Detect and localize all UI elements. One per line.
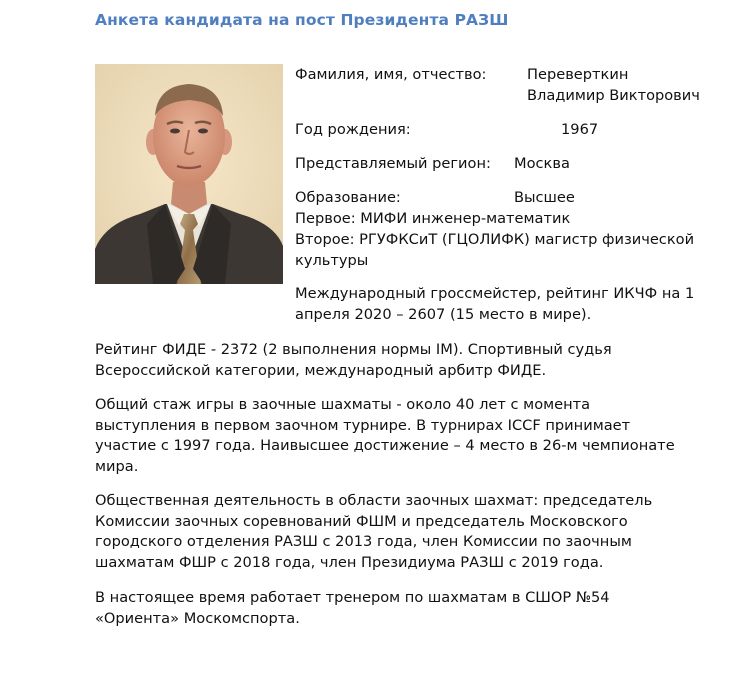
portrait-photo-icon [95, 64, 283, 284]
social-line1: Общественная деятельность в области заочных шахмат: председатель [95, 492, 653, 509]
candidate-photo [95, 64, 283, 284]
current-line2: «Ориента» Москомспорта. [95, 609, 300, 627]
name-value-line1: Переверткин [527, 66, 629, 83]
fide-line2: Всероссийской категории, международный арбитр ФИДЕ. [95, 361, 547, 379]
current-work-paragraph [95, 588, 735, 629]
region-value: Москва [514, 155, 570, 172]
experience-line4: мира. [95, 457, 139, 475]
birth-year-label: Год рождения: [295, 121, 411, 138]
social-line4: шахматам ФШР с 2018 года, член Президиума РАЗШ с 2019 года. [95, 553, 604, 571]
education-first: Первое: МИФИ инженер-математик [295, 210, 571, 227]
name-label: Фамилия, имя, отчество: [295, 66, 487, 83]
social-line3: городского отделения РАЗШ с 2013 года, член Комиссии по заочным [95, 533, 632, 550]
experience-line1: Общий стаж игры в заочные шахматы - около 40 лет с момента [95, 396, 591, 413]
fide-line1: Рейтинг ФИДЕ - 2372 (2 выполнения нормы IM). Спортивный судья [95, 341, 612, 358]
education-second-line1: Второе: РГУФКСиТ (ГЦОЛИФК) магистр физической [295, 231, 695, 248]
social-activity-paragraph [95, 491, 735, 573]
social-line2: Комиссии заочных соревнований ФШМ и председатель Московского [95, 512, 628, 530]
gm-rating-line2: апреля 2020 – 2607 (15 место в мире). [295, 306, 592, 323]
education-second-line2: культуры [295, 252, 369, 269]
gm-rating-line1: Международный гроссмейстер, рейтинг ИКЧФ на 1 [295, 285, 695, 302]
current-line1: В настоящее время работает тренером по шахматам в СШОР №54 [95, 589, 610, 606]
region-label: Представляемый регион: [295, 155, 491, 172]
page-title: Анкета кандидата на пост Президента РАЗШ [95, 11, 509, 29]
education-label: Образование: [295, 189, 401, 206]
experience-paragraph [95, 395, 735, 477]
name-value-line2: Владимир Викторович [527, 87, 700, 104]
education-value: Высшее [514, 189, 575, 206]
experience-line3: участие с 1997 года. Наивысшее достижение – 4 место в 26-м чемпионате [95, 437, 675, 454]
birth-year-value: 1967 [561, 121, 599, 138]
fide-paragraph [95, 340, 735, 381]
experience-line2: выступления в первом заочном турнире. В турнирах ICCF принимает [95, 416, 631, 434]
